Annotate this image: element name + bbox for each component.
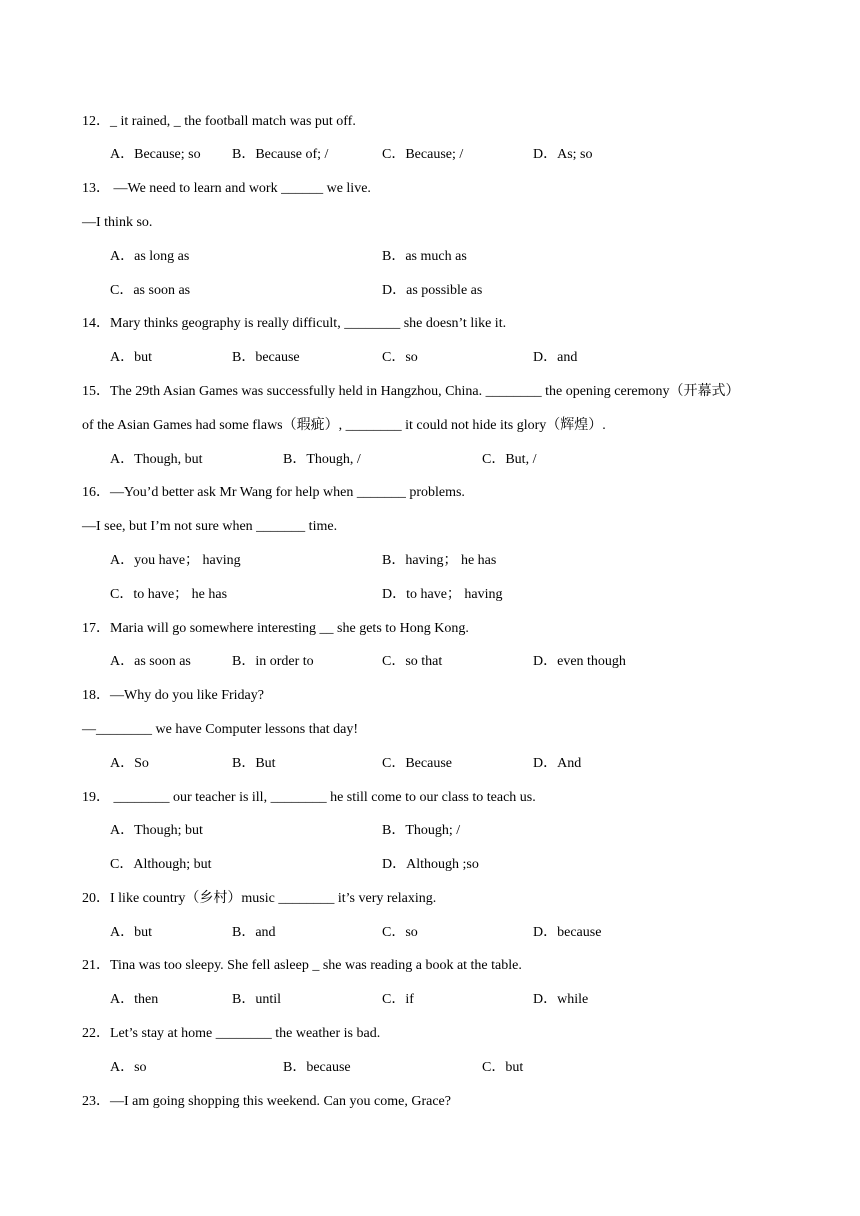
option-a: A．Because; so	[110, 147, 201, 162]
question-18-stem: 18．—Why do you like Friday?	[82, 688, 264, 703]
question-20-stem: 20．I like country（乡村）music ________ it’s very relaxing.	[82, 891, 437, 906]
option-b: B．Though; /	[382, 823, 461, 838]
option-b: B．But	[232, 756, 276, 771]
option-a: A．Though, but	[110, 452, 203, 467]
option-d: D．And	[533, 756, 582, 771]
option-c: C．Although; but	[110, 857, 212, 872]
option-c: C．Because	[382, 756, 452, 771]
question-16-stem: 16．—You’d better ask Mr Wang for help when _______ problems.	[82, 485, 465, 500]
question-23-stem: 23．—I am going shopping this weekend. Can you come, Grace?	[82, 1094, 451, 1109]
option-d: D．as possible as	[382, 283, 483, 298]
option-c: C．if	[382, 992, 414, 1007]
option-a: A．but	[110, 350, 152, 365]
option-a: A．so	[110, 1060, 147, 1075]
question-16-stem-line-2: —I see, but I’m not sure when _______ time.	[82, 519, 338, 534]
question-12-stem: 12．_ it rained, _ the football match was put off.	[82, 114, 356, 129]
option-b: B．in order to	[232, 654, 314, 669]
option-c: C．so that	[382, 654, 443, 669]
question-14-stem: 14．Mary thinks geography is really difficult, ________ she doesn’t like it.	[82, 316, 507, 331]
option-a: A．but	[110, 925, 152, 940]
question-19-stem: 19． ________ our teacher is ill, ________ he still come to our class to teach us.	[82, 790, 536, 805]
option-d: D．because	[533, 925, 602, 940]
option-c: C．so	[382, 350, 418, 365]
option-c: C．to have； he has	[110, 587, 228, 602]
option-b: B．and	[232, 925, 276, 940]
question-15-stem-line-2: of the Asian Games had some flaws（瑕疵）, ________ it could not hide its glory（辉煌）.	[82, 418, 606, 433]
option-d: D．while	[533, 992, 589, 1007]
option-b: B．until	[232, 992, 282, 1007]
option-d: D．As; so	[533, 147, 593, 162]
option-a: A．you have； having	[110, 553, 241, 568]
option-a: A．So	[110, 756, 149, 771]
question-18-stem-line-2: —________ we have Computer lessons that day!	[82, 722, 359, 737]
option-b: B．because	[232, 350, 300, 365]
option-b: B．Because of; /	[232, 147, 329, 162]
option-a: A．Though; but	[110, 823, 203, 838]
question-15-stem: 15．The 29th Asian Games was successfully held in Hangzhou, China. ________ the opening ceremony（开幕式）	[82, 384, 740, 399]
option-d: D．to have； having	[382, 587, 503, 602]
option-a: A．as soon as	[110, 654, 191, 669]
option-d: D．even though	[533, 654, 626, 669]
option-b: B．as much as	[382, 249, 467, 264]
question-13-stem-line-2: —I think so.	[82, 215, 153, 230]
option-b: B．Though, /	[283, 452, 361, 467]
option-d: D．Although ;so	[382, 857, 479, 872]
question-21-stem: 21．Tina was too sleepy. She fell asleep _ she was reading a book at the table.	[82, 958, 522, 973]
option-c: C．so	[382, 925, 418, 940]
option-c: C．Because; /	[382, 147, 464, 162]
option-d: D．and	[533, 350, 578, 365]
question-17-stem: 17．Maria will go somewhere interesting __ she gets to Hong Kong.	[82, 621, 469, 636]
option-c: C．But, /	[482, 452, 537, 467]
question-13-stem: 13． —We need to learn and work ______ we live.	[82, 181, 371, 196]
option-a: A．then	[110, 992, 159, 1007]
option-c: C．but	[482, 1060, 524, 1075]
option-c: C．as soon as	[110, 283, 191, 298]
option-b: B．having； he has	[382, 553, 497, 568]
option-a: A．as long as	[110, 249, 190, 264]
question-22-stem: 22．Let’s stay at home ________ the weather is bad.	[82, 1026, 381, 1041]
option-b: B．because	[283, 1060, 351, 1075]
